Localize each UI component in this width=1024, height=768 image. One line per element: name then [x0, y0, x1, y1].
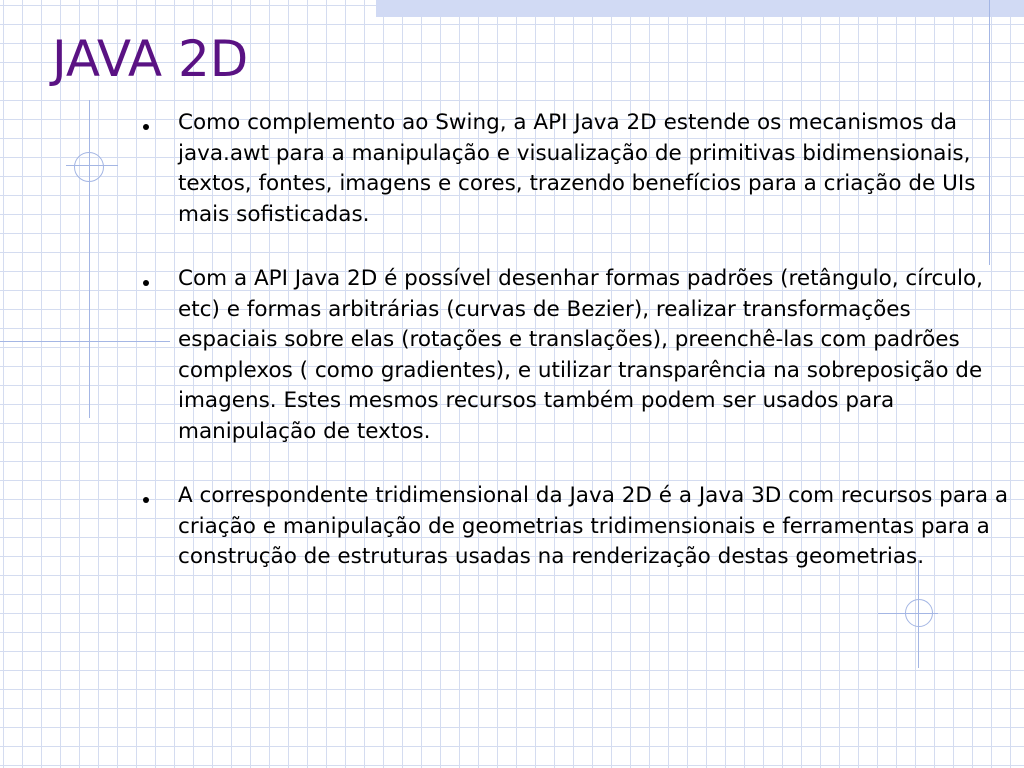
- bullet-dot-icon: [143, 280, 149, 286]
- decorative-circle: [905, 599, 933, 627]
- bullet-item: [140, 108, 1010, 230]
- bullet-dot-icon: [143, 497, 149, 503]
- bullet-text: A correspondente tridimensional da Java 2D é a Java 3D com recursos para a criação e manipulação de geometrias tridimensionais e ferramentas para a construção de estruturas usadas na renderização destas geometrias.: [178, 483, 1009, 569]
- bullet-item: [140, 481, 1010, 573]
- decorative-vertical-line: [89, 100, 90, 418]
- bullet-list: [140, 108, 1010, 573]
- bullet-text: Como complemento ao Swing, a API Java 2D estende os mecanismos da java.awt para a manipulação e visualização de primitivas bidimensionais, textos, fontes, imagens e cores, trazendo benefícios para a criação de UIs mais sofisticadas.: [178, 110, 976, 227]
- bullet-text: Com a API Java 2D é possível desenhar formas padrões (retângulo, círculo, etc) e formas arbitrárias (curvas de Bezier), realizar transformações espaciais sobre elas (rotações e translações), preenchê-las com padrões complexos ( como gradientes), e utilizar transparência na sobreposição de imagens. Estes mesmos recursos também podem ser usados para manipulação de textos.: [178, 266, 983, 444]
- decorative-circle: [74, 152, 104, 182]
- slide-title: JAVA 2D: [52, 30, 249, 88]
- header-band: [376, 0, 1024, 17]
- bullet-item: [140, 264, 1010, 447]
- bullet-dot-icon: [143, 124, 149, 130]
